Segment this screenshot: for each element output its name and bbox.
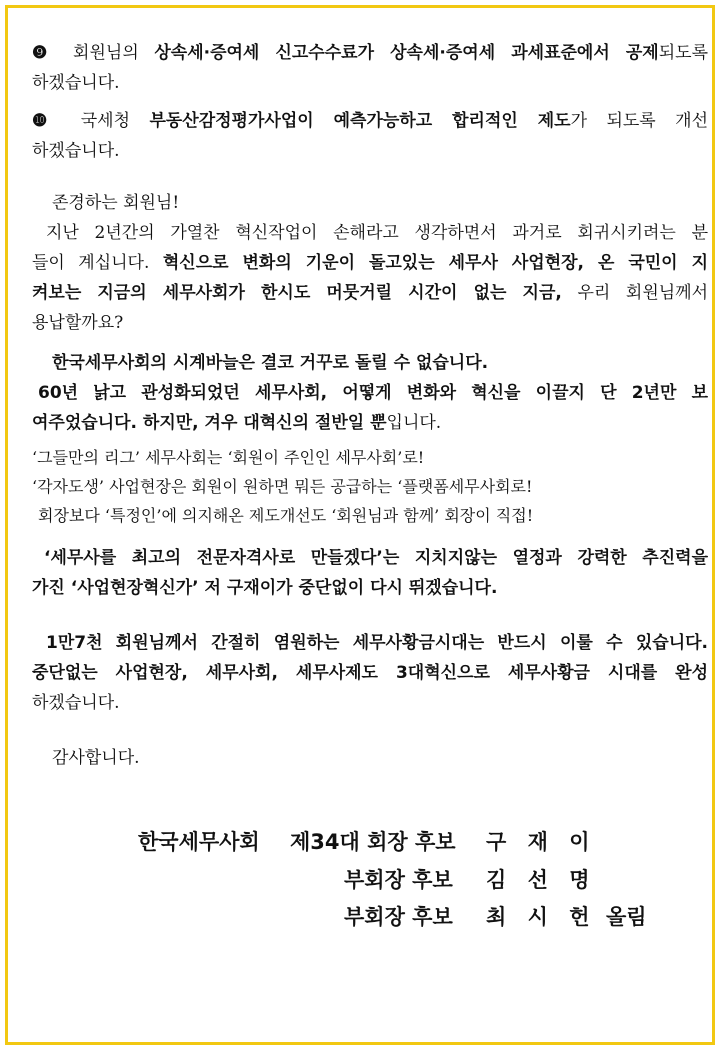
item-10-text-a: 국세청 bbox=[61, 111, 150, 131]
para-1-line-2 bbox=[32, 248, 708, 278]
signature-term: 제34대 회장 후보 bbox=[290, 830, 456, 854]
signature-suffix: 올림 bbox=[606, 905, 647, 929]
slogans bbox=[32, 443, 708, 530]
para-1-line-4: 용납할까요? bbox=[32, 313, 124, 333]
item-9-text-b: 상속세·증여세 신고수수료가 상속세·증여세 과세표준에서 공제 bbox=[154, 43, 659, 63]
item-10-line-2: 하겠습니다. bbox=[32, 141, 120, 161]
paragraph-2 bbox=[32, 348, 708, 438]
para-1-line-1: 지난 2년간의 가열찬 혁신작업이 손해라고 생각하면서 과거로 회귀시키려는 분 bbox=[46, 223, 708, 243]
item-9-marker: ❾ bbox=[32, 43, 58, 63]
slogan-2: ‘각자도생’ 사업현장은 회원이 원하면 뭐든 공급하는 ‘플랫폼세무사회로! bbox=[32, 477, 533, 496]
para-1-line-3-a: 켜보는 지금의 세무사회가 한시도 머뭇거릴 시간이 없는 지금, bbox=[32, 283, 562, 303]
para-1-line-3 bbox=[32, 278, 708, 308]
item-9-text-a: 회원님의 bbox=[57, 43, 155, 63]
para-2-line-2: 60년 낡고 관성화되었던 세무사회, 어떻게 변화와 혁신을 이끌지 단 2년만 보 bbox=[38, 383, 708, 403]
para-2-line-1: 한국세무사회의 시계바늘은 결코 거꾸로 돌릴 수 없습니다. bbox=[52, 353, 489, 373]
item-9-line-1 bbox=[32, 38, 708, 68]
item-10-text-c: 가 되도록 개선 bbox=[570, 111, 709, 131]
para-1-line-2-a: 들이 계십니다. bbox=[32, 253, 163, 273]
signature-name-1: 구 재 이 bbox=[486, 830, 590, 854]
signature-name-2: 김 선 명 bbox=[486, 868, 590, 892]
para-3-line-1: ‘세무사를 최고의 전문자격사로 만들겠다’는 지치지않는 열정과 강력한 추진력을 bbox=[44, 548, 708, 568]
paragraph-3 bbox=[32, 543, 708, 603]
item-9 bbox=[32, 38, 708, 98]
closing-text: 감사합니다. bbox=[52, 748, 140, 768]
para-1-line-3-b: 우리 회원님께서 bbox=[561, 283, 709, 303]
paragraph-4 bbox=[32, 628, 708, 718]
para-4-line-3: 하겠습니다. bbox=[32, 693, 120, 713]
item-10 bbox=[32, 106, 708, 166]
para-4-line-2: 중단없는 사업현장, 세무사회, 세무사제도 3대혁신으로 세무사황금 시대를 완성 bbox=[32, 663, 708, 683]
para-2-line-3-b: 입니다. bbox=[386, 413, 442, 433]
para-4-line-1: 1만7천 회원님께서 간절히 염원하는 세무사황금시대는 반드시 이룰 수 있습니다. bbox=[46, 633, 708, 653]
signature-role-3: 부회장 후보 bbox=[344, 905, 453, 929]
signature-org: 한국세무사회 bbox=[138, 830, 260, 854]
greeting-text: 존경하는 회원님! bbox=[52, 193, 180, 213]
letter-frame bbox=[5, 5, 715, 1045]
para-2-line-3-a: 여주었습니다. 하지만, 겨우 대혁신의 절반일 뿐 bbox=[32, 413, 387, 433]
item-9-line-2: 하겠습니다. bbox=[32, 73, 120, 93]
signature-role-2: 부회장 후보 bbox=[344, 868, 453, 892]
para-2-line-3 bbox=[32, 408, 708, 438]
closing bbox=[52, 743, 724, 773]
signature-name-3: 최 시 헌 bbox=[486, 905, 590, 929]
item-10-marker: ❿ bbox=[32, 111, 62, 131]
slogan-1: ‘그들만의 리그’ 세무사회는 ‘회원이 주인인 세무사회’로! bbox=[32, 448, 425, 467]
para-1-line-2-b: 혁신으로 변화의 기운이 돌고있는 세무사 사업현장, 온 국민이 지 bbox=[162, 253, 708, 273]
item-9-text-c: 되도록 bbox=[658, 43, 709, 63]
item-10-text-b: 부동산감정평가사업이 예측가능하고 합리적인 제도 bbox=[149, 111, 571, 131]
para-3-line-2: 가진 ‘사업현장혁신가’ 저 구재이가 중단없이 다시 뛰겠습니다. bbox=[32, 578, 498, 598]
item-10-line-1 bbox=[32, 106, 708, 136]
paragraph-1 bbox=[32, 218, 708, 338]
greeting bbox=[52, 188, 724, 218]
slogan-3: 회장보다 ‘특정인’에 의지해온 제도개선도 ‘회원님과 함께’ 회장이 직접! bbox=[38, 506, 534, 525]
